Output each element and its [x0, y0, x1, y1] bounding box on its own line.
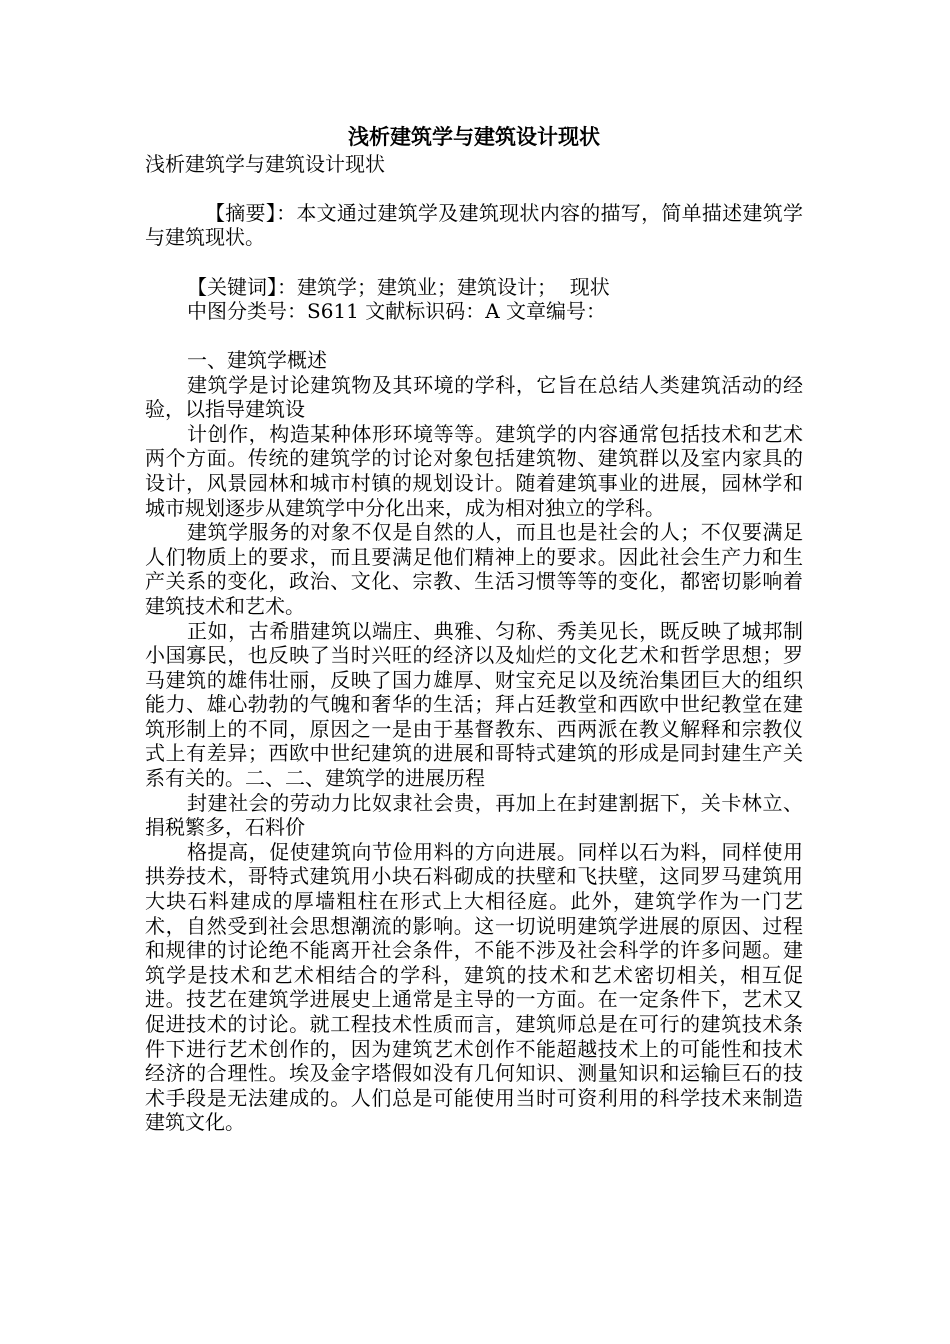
- document-page: [145, 122, 803, 1135]
- abstract-paragraph: 【摘要】：本文通过建筑学及建筑现状内容的描写，简单描述建筑学与建筑现状。: [145, 200, 803, 250]
- document-title: 浅析建筑学与建筑设计现状: [348, 124, 600, 149]
- classification-line: 中图分类号：S611 文献标识码：A 文章编号：: [187, 299, 607, 324]
- body-paragraph: 格提高，促使建筑向节俭用料的方向进展。同样以石为料，同样使用拱券技术，哥特式建筑用小块石料砌成的扶壁和飞扶壁，这同罗马建筑用大块石料建成的厚墙粗柱在形式上大相径庭。此外，建筑学作为一门艺术，自然受到社会思想潮流的影响。这一切说明建筑学进展的原因、过程和规律的讨论绝不能离开社会条件，不能不涉及社会科学的许多问题。建筑学是技术和艺术相结合的学科，建筑的技术和艺术密切相关，相互促进。技艺在建筑学进展史上通常是主导的一方面。在一定条件下，艺术又促进技术的讨论。就工程技术性质而言，建筑师总是在可行的建筑技术条件下进行艺术创作的，因为建筑艺术创作不能超越技术上的可能性和技术经济的合理性。埃及金字塔假如没有几何知识、测量知识和运输巨石的技术手段是无法建成的。人们总是可能使用当时可资利用的科学技术来制造建筑文化。: [145, 839, 803, 1135]
- document-subtitle: 浅析建筑学与建筑设计现状: [145, 152, 385, 176]
- keywords-line: 【关键词】：建筑学；建筑业；建筑设计； 现状: [187, 274, 610, 299]
- body-paragraph: 计创作，构造某种体形环境等等。建筑学的内容通常包括技术和艺术两个方面。传统的建筑学的讨论对象包括建筑物、建筑群以及室内家具的设计，风景园林和城市村镇的规划设计。随着建筑事业的进展，园林学和城市规划逐步从建筑学中分化出来，成为相对独立的学科。: [145, 421, 803, 520]
- spacer: [145, 177, 803, 201]
- body-paragraph: 封建社会的劳动力比奴隶社会贵，再加上在封建割据下，关卡林立、捐税繁多，石料价: [145, 790, 803, 840]
- body-paragraph: 建筑学服务的对象不仅是自然的人，而且也是社会的人；不仅要满足人们物质上的要求，而且要满足他们精神上的要求。因此社会生产力和生产关系的变化，政治、文化、宗教、生活习惯等等的变化，都密切影响着建筑技术和艺术。: [145, 520, 803, 618]
- body-paragraph: 正如，古希腊建筑以端庄、典雅、匀称、秀美见长，既反映了城邦制小国寡民，也反映了当时兴旺的经济以及灿烂的文化艺术和哲学思想；罗马建筑的雄伟壮丽，反映了国力雄厚、财宝充足以及统治集团巨大的组织能力、雄心勃勃的气魄和奢华的生活；拜占廷教堂和西欧中世纪教堂在建筑形制上的不同，原因之一是由于基督教东、西两派在教义解释和宗教仪式上有差异；西欧中世纪建筑的进展和哥特式建筑的形成是同封建生产关系有关的。二、二、建筑学的进展历程: [145, 618, 803, 791]
- section-heading: 一、建筑学概述: [187, 347, 327, 372]
- body-paragraph: 建筑学是讨论建筑物及其环境的学科，它旨在总结人类建筑活动的经验，以指导建筑设: [145, 372, 803, 422]
- spacer: [145, 250, 803, 275]
- spacer: [145, 324, 803, 348]
